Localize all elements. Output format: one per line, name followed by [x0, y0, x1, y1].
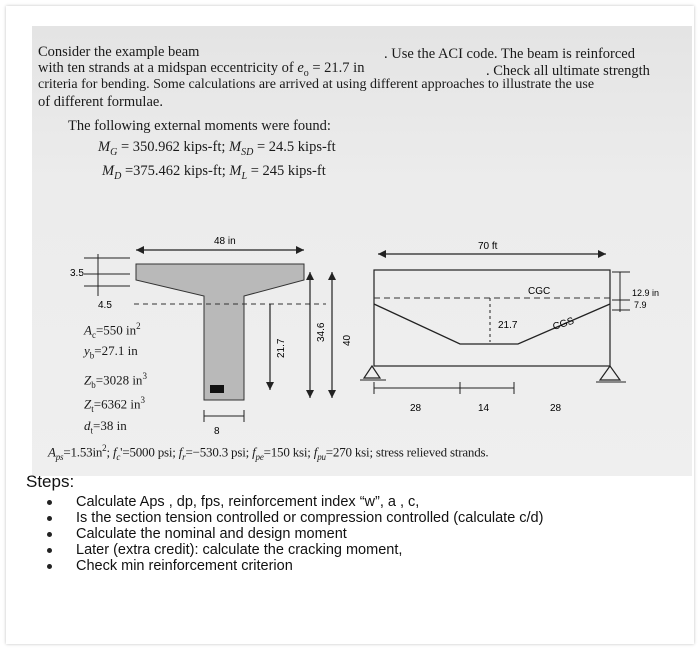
zt-value: =6362 in	[93, 396, 141, 412]
step-text: Calculate Aps , dp, fps, reinforcement index “w”, a , c,	[76, 494, 420, 510]
segment-1-label: 28	[410, 403, 422, 414]
prop-ac	[84, 318, 141, 343]
eo-subscript: o	[303, 67, 309, 79]
step-text: Is the section tension controlled or compression controlled (calculate c/d)	[76, 510, 544, 526]
t-beam-section	[136, 264, 304, 400]
prop-dt	[84, 418, 127, 439]
ml-sub: L	[241, 170, 248, 182]
bullet-icon	[47, 532, 52, 537]
fpe-symbol: f	[252, 444, 256, 460]
eo-value: = 21.7 in	[312, 60, 365, 76]
fpe-value: =150 ksi;	[263, 444, 311, 460]
top-width-arrow-right	[296, 246, 304, 254]
step-item	[26, 526, 543, 542]
fpu-sub: pu	[317, 451, 326, 462]
yb-value: =27.1 in	[94, 343, 138, 358]
zt-sub: t	[91, 403, 94, 414]
zb-value: =3028 in	[95, 372, 143, 388]
web-width-label: 8	[214, 426, 220, 437]
mg-sub: G	[110, 146, 118, 158]
aps-symbol: A	[48, 444, 56, 460]
haunch-label: 4.5	[98, 300, 112, 311]
step-item	[26, 510, 543, 526]
dt-symbol: d	[84, 418, 91, 433]
top-width-label: 48 in	[214, 236, 236, 247]
right-support	[600, 366, 620, 380]
msd-symbol: M	[229, 139, 242, 155]
intro-line-5: The following external moments were found:	[68, 118, 331, 134]
dt-sub: t	[90, 425, 94, 436]
fr-sub: r	[182, 451, 186, 462]
top-width-arrow-left	[136, 246, 144, 254]
ml-value: = 245 kips-ft	[250, 163, 326, 179]
intro-line-1-left: Consider the example beam	[38, 44, 200, 60]
beam-elevation	[374, 270, 610, 366]
dim-40-arrow-top	[328, 272, 336, 280]
zt-symbol: Z	[84, 396, 92, 412]
fpe-sub: pe	[255, 451, 264, 462]
ac-sup: 2	[136, 321, 141, 331]
material-properties	[48, 440, 488, 465]
zt-sup: 3	[140, 395, 145, 405]
intro-line-4: of different formulae.	[38, 94, 163, 110]
end-dim-top-label: 12.9 in	[632, 288, 660, 298]
step-text: Calculate the nominal and design moment	[76, 526, 347, 542]
step-item	[26, 542, 543, 558]
fr-symbol: f	[178, 444, 183, 460]
sep-1: ;	[106, 444, 113, 460]
ml-symbol: M	[229, 163, 242, 179]
span-arrow-left	[378, 250, 386, 258]
step-item	[26, 494, 543, 510]
md-symbol: M	[102, 163, 115, 179]
page	[6, 6, 694, 644]
prop-zt	[84, 392, 145, 417]
intro-line-2-right: . Check all ultimate strength	[486, 63, 650, 79]
msd-sub: SD	[241, 146, 254, 158]
aps-sub: ps	[55, 451, 64, 462]
zb-symbol: Z	[84, 372, 92, 388]
prop-zb	[84, 368, 147, 393]
zb-sub: b	[91, 379, 96, 390]
intro-line-2-text: with ten strands at a midspan eccentricity of	[38, 60, 294, 76]
ac-value: =550 in	[95, 322, 137, 338]
fpu-symbol: f	[313, 444, 318, 460]
fc-symbol: f	[112, 444, 117, 460]
segment-3-label: 28	[550, 403, 562, 414]
ac-sub: c	[91, 329, 96, 340]
left-support	[364, 366, 380, 378]
dim-40-arrow-bottom	[328, 390, 336, 398]
dim-40-label: 40	[342, 334, 353, 346]
intro-line-3: criteria for bending. Some calculations are arrived at using different approaches to illustrate the use	[38, 77, 595, 92]
dim-34-6-label: 34.6	[316, 322, 327, 342]
prop-yb	[84, 343, 138, 364]
dim-21-7-label: 21.7	[276, 338, 287, 358]
bullet-icon	[47, 564, 52, 569]
yb-sub: b	[89, 350, 95, 361]
segment-2-label: 14	[478, 403, 490, 414]
intro-line-1-right: . Use the ACI code. The beam is reinforced	[384, 46, 635, 62]
msd-value: = 24.5 kips-ft	[256, 139, 336, 155]
step-item	[26, 558, 543, 574]
yb-symbol: y	[84, 343, 90, 358]
step-text: Check min reinforcement criterion	[76, 558, 293, 574]
fr-value: =−530.3 psi;	[185, 444, 250, 460]
bullet-icon	[47, 500, 52, 505]
bullet-icon	[47, 548, 52, 553]
fc-sub: c	[116, 451, 121, 462]
cgc-label: CGC	[528, 286, 551, 297]
span-arrow-right	[598, 250, 606, 258]
dim-21-7-arrow	[266, 382, 274, 390]
flange-depth-label: 3.5	[70, 268, 84, 279]
fc-value: =5000 psi;	[122, 444, 176, 460]
end-dim-bottom-label: 7.9	[634, 300, 647, 310]
dt-value: =38 in	[93, 418, 127, 433]
steps-list	[26, 494, 543, 574]
zb-sup: 3	[142, 371, 147, 381]
eo-symbol: e	[297, 60, 304, 76]
dim-34-6-arrow-bottom	[306, 390, 314, 398]
cgs-label: CGS	[551, 315, 576, 333]
aps-value: =1.53in	[63, 444, 103, 460]
md-sub: D	[114, 170, 122, 182]
fpu-value: =270 ksi; stress relieved strands.	[325, 444, 489, 460]
aps-sup: 2	[102, 443, 107, 453]
bullet-icon	[47, 516, 52, 521]
fc-prime: '	[120, 444, 123, 460]
md-value: =375.462 kips-ft;	[124, 163, 226, 179]
eccentricity-label: 21.7	[498, 320, 518, 331]
mg-value: = 350.962 kips-ft;	[120, 139, 226, 155]
mg-symbol: M	[98, 139, 111, 155]
dim-34-6-arrow-top	[306, 272, 314, 280]
step-text: Later (extra credit): calculate the cracking moment,	[76, 542, 403, 558]
strand-group	[210, 385, 224, 393]
ac-symbol: A	[84, 322, 92, 338]
steps-title: Steps:	[26, 472, 75, 491]
span-label: 70 ft	[478, 241, 498, 252]
